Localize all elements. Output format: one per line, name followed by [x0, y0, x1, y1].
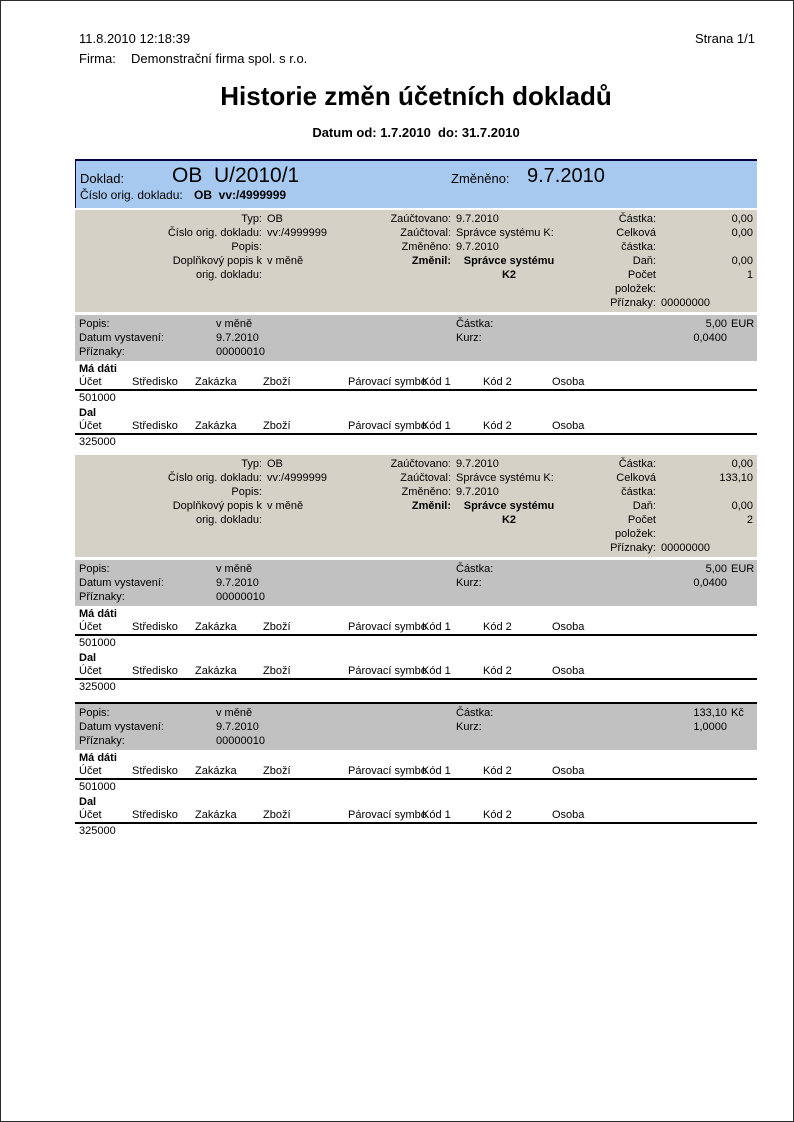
kurz-value: 1,0000 [693, 721, 727, 733]
col-parovaci-symbol: Párovací symbo [348, 621, 427, 633]
acct-header-row [75, 420, 757, 435]
zauctovano-value: 9.7.2010 [456, 458, 499, 470]
col-osoba: Osoba [552, 665, 585, 677]
zauctoval-label: Zaúčtoval: [400, 472, 451, 484]
datum-vystaveni-label: Datum vystavení: [79, 332, 164, 344]
kurz-suffix [727, 576, 753, 590]
dal-title: Dal [79, 652, 97, 664]
castka-value: 0,00 [731, 213, 753, 225]
datum-vystaveni-label: Datum vystavení: [79, 721, 164, 733]
popis-value [267, 485, 372, 499]
acct-section-dal [75, 796, 757, 838]
col-zakazka: Zakázka [195, 621, 237, 633]
col-zbozi: Zboží [263, 809, 291, 821]
col-kod1: Kód 1 [422, 376, 451, 388]
dan-label: Daň: [632, 255, 656, 267]
priznaky-label: Příznaky: [79, 346, 125, 358]
popis-label: Popis: [231, 241, 262, 253]
printed-timestamp: 11.8.2010 12:18:39 [79, 31, 191, 46]
dal-title: Dal [79, 796, 97, 808]
doplnkovy-popis-value: v měně [267, 255, 304, 267]
cislo-orig-label: Číslo orig. dokladu: [167, 472, 262, 484]
cislo-orig-value: OB vv:/4999999 [194, 188, 287, 202]
kurz-value: 0,0400 [693, 577, 727, 589]
doklad-label: Doklad: [80, 171, 125, 186]
zauctovano-value: 9.7.2010 [456, 213, 499, 225]
castka-value: 5,00 [705, 563, 727, 575]
group-left-column [79, 562, 456, 604]
celkova-castka-label: Celková částka: [616, 227, 656, 253]
acct-header-row [75, 809, 757, 824]
col-osoba: Osoba [552, 420, 585, 432]
group-right-column [456, 706, 753, 748]
castka-label: Částka: [456, 707, 494, 719]
col-parovaci-symbol: Párovací symbo [348, 420, 427, 432]
acct-account-row [75, 780, 757, 794]
col-zbozi: Zboží [263, 765, 291, 777]
datum-vystaveni-value: 9.7.2010 [216, 332, 259, 344]
dan-value: 0,00 [731, 255, 753, 267]
madati-title: Má dáti [79, 752, 117, 764]
celkova-castka-value: 0,00 [731, 227, 753, 239]
kurz-suffix [727, 331, 753, 345]
col-stredisko: Středisko [132, 376, 178, 388]
zmenil-value: Správce systému K2 [463, 255, 555, 281]
castka-currency: EUR [731, 318, 755, 330]
castka-label: Částka: [618, 213, 656, 225]
col-kod1: Kód 1 [422, 621, 451, 633]
zmenil-label: Změnil: [411, 255, 451, 267]
acct-section-madati [75, 363, 757, 405]
zmeneno-value: 9.7.2010 [456, 241, 499, 253]
ucet-number: 325000 [79, 681, 116, 693]
change-entry-info [75, 210, 757, 312]
info-left-column [79, 457, 372, 555]
doklad-value: OB U/2010/1 [172, 164, 300, 187]
group-right-column [456, 562, 753, 604]
col-zakazka: Zakázka [195, 809, 237, 821]
datum-vystaveni-value: 9.7.2010 [216, 577, 259, 589]
acct-header-row [75, 376, 757, 391]
report-date-range: Datum od: 1.7.2010 do: 31.7.2010 [312, 125, 520, 140]
group-left-column [79, 317, 456, 359]
group-left-column [79, 706, 456, 748]
col-kod1: Kód 1 [422, 809, 451, 821]
acct-account-row [75, 636, 757, 650]
document-header-row1 [80, 164, 753, 187]
col-ucet: Účet [79, 665, 102, 677]
change-group [75, 560, 757, 606]
zmenil-value: Správce systému K2 [463, 500, 555, 526]
acct-header-row [75, 621, 757, 636]
datum-vystaveni-label: Datum vystavení: [79, 577, 164, 589]
col-osoba: Osoba [552, 809, 585, 821]
zmenil-label: Změnil: [411, 500, 451, 512]
zauctovano-label: Zaúčtovano: [390, 458, 451, 470]
zmeneno-label: Změněno: [401, 486, 451, 498]
col-kod2: Kód 2 [483, 376, 512, 388]
castka-label: Částka: [618, 458, 656, 470]
col-kod2: Kód 2 [483, 665, 512, 677]
col-ucet: Účet [79, 765, 102, 777]
page-number: Strana 1/1 [695, 31, 755, 46]
acct-account-row [75, 391, 757, 405]
castka-value: 5,00 [705, 318, 727, 330]
col-stredisko: Středisko [132, 665, 178, 677]
castka-currency: EUR [731, 563, 755, 575]
ucet-number: 325000 [79, 825, 116, 837]
group-right-column [456, 317, 753, 359]
col-kod1: Kód 1 [422, 665, 451, 677]
col-kod1: Kód 1 [422, 765, 451, 777]
ucet-number: 325000 [79, 436, 116, 448]
zauctoval-value: Správce systému K: [456, 227, 554, 239]
col-osoba: Osoba [552, 765, 585, 777]
info-middle-column [372, 212, 585, 310]
priznaky-label: Příznaky: [610, 297, 656, 309]
firm-label: Firma: [79, 51, 116, 66]
typ-label: Typ: [241, 458, 262, 470]
priznaky-value: 00000010 [216, 735, 265, 747]
kurz-label: Kurz: [456, 721, 482, 733]
zauctovano-label: Zaúčtovano: [390, 213, 451, 225]
castka-value: 133,10 [693, 707, 727, 719]
ucet-number: 501000 [79, 637, 116, 649]
info-right-column [585, 457, 753, 555]
priznaky-value: 00000000 [661, 297, 710, 309]
celkova-castka-value: 133,10 [719, 472, 753, 484]
document-header [75, 159, 757, 208]
col-kod2: Kód 2 [483, 420, 512, 432]
zmeneno-label: Změněno: [451, 171, 510, 186]
col-ucet: Účet [79, 420, 102, 432]
document-header-row2 [80, 188, 753, 203]
acct-header-row [75, 665, 757, 680]
col-zakazka: Zakázka [195, 765, 237, 777]
col-zakazka: Zakázka [195, 665, 237, 677]
zauctoval-label: Zaúčtoval: [400, 227, 451, 239]
col-zakazka: Zakázka [195, 420, 237, 432]
priznaky-label: Příznaky: [610, 542, 656, 554]
priznaky-value: 00000000 [661, 542, 710, 554]
col-zbozi: Zboží [263, 376, 291, 388]
doplnkovy-popis-label: Doplňkový popis k [172, 255, 262, 267]
doplnkovy-popis-label2: orig. dokladu: [195, 514, 262, 526]
firm-row [75, 51, 757, 67]
info-right-column [585, 212, 753, 310]
pocet-polozek-label: Počet položek: [615, 514, 656, 540]
report-content [1, 1, 793, 838]
change-group [75, 702, 757, 750]
acct-header-row [75, 765, 757, 780]
acct-account-row [75, 680, 757, 694]
report-meta-row [75, 31, 757, 47]
info-middle-column [372, 457, 585, 555]
popis-value: v měně [216, 563, 253, 575]
zmeneno-value: 9.7.2010 [456, 486, 499, 498]
typ-value: OB [267, 458, 283, 470]
dal-title: Dal [79, 407, 97, 419]
cislo-orig-label: Číslo orig. dokladu: [167, 227, 262, 239]
kurz-label: Kurz: [456, 332, 482, 344]
popis-label: Popis: [231, 486, 262, 498]
col-kod1: Kód 1 [422, 420, 451, 432]
castka-label: Částka: [456, 563, 494, 575]
popis-label: Popis: [79, 707, 110, 719]
popis-value [267, 240, 372, 254]
col-zakazka: Zakázka [195, 376, 237, 388]
typ-label: Typ: [241, 213, 262, 225]
castka-currency: Kč [731, 707, 744, 719]
ucet-number: 501000 [79, 392, 116, 404]
popis-value: v měně [216, 318, 253, 330]
col-zbozi: Zboží [263, 665, 291, 677]
cislo-orig-value: vv:/4999999 [267, 227, 327, 239]
typ-value: OB [267, 213, 283, 225]
priznaky-value: 00000010 [216, 346, 265, 358]
dan-value: 0,00 [731, 500, 753, 512]
castka-value: 0,00 [731, 458, 753, 470]
priznaky-value: 00000010 [216, 591, 265, 603]
info-left-column [79, 212, 372, 310]
celkova-castka-label: Celková částka: [616, 472, 656, 498]
ucet-number: 501000 [79, 781, 116, 793]
doplnkovy-popis-label: Doplňkový popis k [172, 500, 262, 512]
doplnkovy-popis-label2: orig. dokladu: [195, 269, 262, 281]
col-stredisko: Středisko [132, 621, 178, 633]
zauctoval-value: Správce systému K: [456, 472, 554, 484]
col-zbozi: Zboží [263, 420, 291, 432]
pocet-polozek-label: Počet položek: [615, 269, 656, 295]
doplnkovy-popis-value: v měně [267, 500, 304, 512]
popis-value: v měně [216, 707, 253, 719]
col-ucet: Účet [79, 376, 102, 388]
pocet-polozek-value: 1 [746, 269, 753, 281]
kurz-suffix [727, 720, 753, 734]
madati-title: Má dáti [79, 608, 117, 620]
acct-section-dal [75, 652, 757, 694]
acct-section-dal [75, 407, 757, 449]
col-parovaci-symbol: Párovací symbo [348, 765, 427, 777]
firm-name: Demonstrační firma spol. s r.o. [131, 51, 308, 66]
report-title: Historie změn účetních dokladů [220, 81, 612, 111]
zmeneno-label: Změněno: [401, 241, 451, 253]
col-stredisko: Středisko [132, 765, 178, 777]
col-stredisko: Středisko [132, 420, 178, 432]
zmeneno-value: 9.7.2010 [527, 165, 605, 187]
kurz-label: Kurz: [456, 577, 482, 589]
dan-label: Daň: [632, 500, 656, 512]
col-kod2: Kód 2 [483, 621, 512, 633]
acct-section-madati [75, 752, 757, 794]
col-osoba: Osoba [552, 621, 585, 633]
col-osoba: Osoba [552, 376, 585, 388]
col-ucet: Účet [79, 621, 102, 633]
col-kod2: Kód 2 [483, 765, 512, 777]
col-stredisko: Středisko [132, 809, 178, 821]
pocet-polozek-value: 2 [746, 514, 753, 526]
change-group [75, 315, 757, 361]
col-ucet: Účet [79, 809, 102, 821]
acct-section-madati [75, 608, 757, 650]
change-entry-info [75, 455, 757, 557]
kurz-value: 0,0400 [693, 332, 727, 344]
madati-title: Má dáti [79, 363, 117, 375]
col-parovaci-symbol: Párovací symbo [348, 665, 427, 677]
cislo-orig-label: Číslo orig. dokladu: [80, 188, 183, 202]
datum-vystaveni-value: 9.7.2010 [216, 721, 259, 733]
col-kod2: Kód 2 [483, 809, 512, 821]
priznaky-label: Příznaky: [79, 735, 125, 747]
col-parovaci-symbol: Párovací symbo [348, 376, 427, 388]
cislo-orig-value: vv:/4999999 [267, 472, 327, 484]
popis-label: Popis: [79, 318, 110, 330]
col-parovaci-symbol: Párovací symbo [348, 809, 427, 821]
acct-account-row [75, 824, 757, 838]
acct-account-row [75, 435, 757, 449]
col-zbozi: Zboží [263, 621, 291, 633]
priznaky-label: Příznaky: [79, 591, 125, 603]
popis-label: Popis: [79, 563, 110, 575]
castka-label: Částka: [456, 318, 494, 330]
